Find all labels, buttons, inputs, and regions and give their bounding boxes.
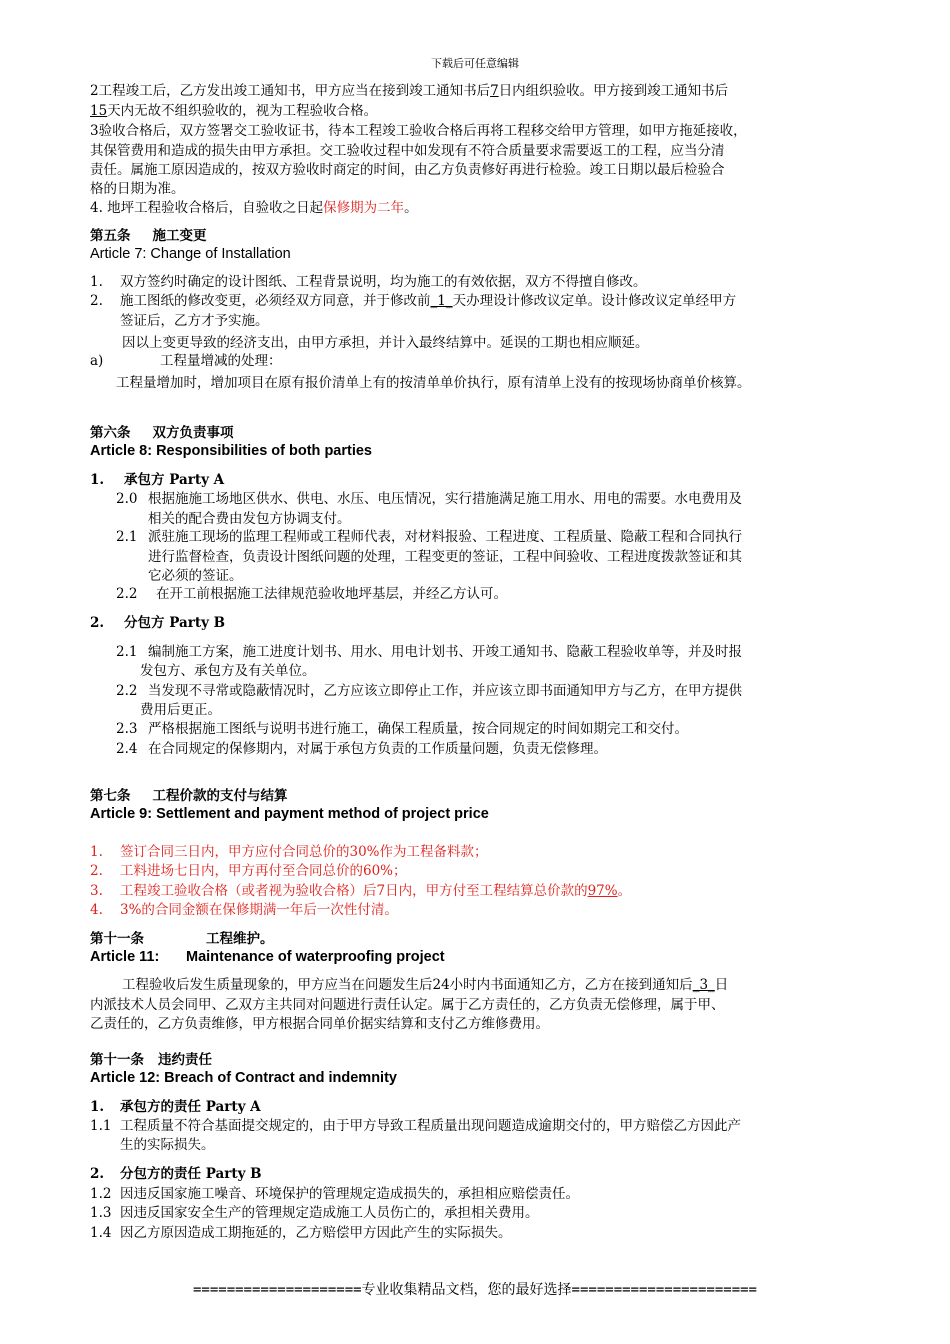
article-8-a-2-1-line-1: 2.1 派驻施工现场的监理工程师或工程师代表，对材料报验、工程进度、工程质量、隐蔽工程和合同执行 xyxy=(116,529,742,545)
article-12-cn-heading: 第十一条 违约责任 xyxy=(90,1052,212,1068)
paragraph-3-line-3: 责任。属施工原因造成的，按双方验收时商定的时间，由乙方负责修好再进行检验。竣工日期以最后检验合 xyxy=(90,162,725,178)
page-footer: ====================专业收集精品文档，您的最好选择====================== xyxy=(192,1282,757,1298)
article-11-line-3: 乙责任的，乙方负责维修，甲方根据合同单价据实结算和支付乙方维修费用。 xyxy=(90,1016,549,1032)
article-12-en-heading: Article 12: Breach of Contract and indemnity xyxy=(90,1070,397,1086)
article-7-cn-heading: 第五条 施工变更 xyxy=(90,228,207,244)
paragraph-3-line-2: 其保管费用和造成的损失由甲方承担。交工验收过程中如发现有不符合质量要求需要返工的工程，应当分清 xyxy=(90,143,725,159)
article-8-a-2-0-line-1: 2.0 根据施施工场地区供水、供电、水压、电压情况，实行措施满足施工用水、用电的需要。水电费用及 xyxy=(116,491,742,507)
article-8-party-a: 1. 承包方 Party A xyxy=(90,472,225,488)
article-7-item-2-line-1: 2. 施工图纸的修改变更，必须经双方同意，并于修改前_1_天办理设计修改议定单。设计修改议定单经甲方 xyxy=(90,293,737,309)
paragraph-3-line-4: 格的日期为准。 xyxy=(90,181,185,197)
article-7-item-1: 1. 双方签约时确定的设计图纸、工程背景说明，均为施工的有效依据，双方不得擅自修改。 xyxy=(90,274,647,290)
paragraph-2-line-1: 2工程竣工后，乙方发出竣工通知书，甲方应当在接到竣工通知书后7日内组织验收。甲方接到竣工通知书后 xyxy=(90,83,729,99)
article-12-b-1-4: 1.4 因乙方原因造成工期拖延的，乙方赔偿甲方因此产生的实际损失。 xyxy=(90,1225,512,1241)
article-8-a-2-2: 2.2 在开工前根据施工法律规范验收地坪基层，并经乙方认可。 xyxy=(116,586,507,602)
article-9-item-3: 3. 工程竣工验收合格（或者视为验收合格）后7日内，甲方付至工程结算总价款的97%。 xyxy=(90,883,632,899)
article-11-cn-heading: 第十一条 工程维护。 xyxy=(90,931,274,947)
article-8-b-2-2-line-2: 费用后更正。 xyxy=(140,702,221,718)
article-8-b-2-3: 2.3 严格根据施工图纸与说明书进行施工，确保工程质量，按合同规定的时间如期完工和交付。 xyxy=(116,721,688,737)
article-7-sub-a: a) 工程量增减的处理： xyxy=(90,353,282,369)
article-8-party-b: 2. 分包方 Party B xyxy=(90,615,226,631)
article-11-en-heading: Article 11: Maintenance of waterproofing project xyxy=(90,949,445,965)
article-9-cn-heading: 第七条 工程价款的支付与结算 xyxy=(90,788,288,804)
paragraph-2-line-2: 15天内无故不组织验收的，视为工程验收合格。 xyxy=(90,103,378,119)
article-8-b-2-2-line-1: 2.2 当发现不寻常或隐蔽情况时，乙方应该立即停止工作，并应该立即书面通知甲方与乙方，在甲方提供 xyxy=(116,683,742,699)
article-12-b-1-3: 1.3 因违反国家安全生产的管理规定造成施工人员伤亡的，承担相关费用。 xyxy=(90,1205,539,1221)
article-8-b-2-1-line-2: 发包方、承包方及有关单位。 xyxy=(140,663,316,679)
paragraph-4: 4. 地坪工程验收合格后，自验收之日起保修期为二年。 xyxy=(90,200,418,216)
article-12-party-a: 1. 承包方的责任 Party A xyxy=(90,1099,261,1115)
article-7-en-heading: Article 7: Change of Installation xyxy=(90,246,291,262)
article-9-item-2: 2. 工料进场七日内，甲方再付至合同总价的60%； xyxy=(90,863,407,879)
article-11-line-2: 内派技术人员会同甲、乙双方主共同对问题进行责任认定。属于乙方责任的，乙方负责无偿修理，属于甲、 xyxy=(90,997,725,1013)
article-12-b-1-2: 1.2 因违反国家施工噪音、环境保护的管理规定造成损失的，承担相应赔偿责任。 xyxy=(90,1186,579,1202)
page-header: 下载后可任意编辑 xyxy=(431,57,519,70)
article-8-b-2-4: 2.4 在合同规定的保修期内，对属于承包方负责的工作质量问题，负责无偿修理。 xyxy=(116,741,607,757)
article-12-party-b: 2. 分包方的责任 Party B xyxy=(90,1166,262,1182)
paragraph-3-line-1: 3验收合格后，双方签署交工验收证书，待本工程竣工验收合格后再将工程移交给甲方管理，如甲方拖延接收， xyxy=(90,123,747,139)
article-9-item-1: 1. 签订合同三日内，甲方应付合同总价的30%作为工程备料款； xyxy=(90,844,488,860)
article-8-en-heading: Article 8: Responsibilities of both parties xyxy=(90,443,372,459)
article-8-a-2-1-line-2: 进行监督检查，负责设计图纸问题的处理，工程变更的签证，工程中间验收、工程进度拨款签证和其 xyxy=(148,549,742,565)
article-8-a-2-0-line-2: 相关的配合费由发包方协调支付。 xyxy=(148,511,351,527)
article-8-cn-heading: 第六条 双方负责事项 xyxy=(90,425,234,441)
article-11-line-1: 工程验收后发生质量现象的，甲方应当在问题发生后24小时内书面通知乙方，乙方在接到通知后_3_日 xyxy=(122,977,729,993)
article-7-item-2-line-2: 签证后，乙方才予实施。 xyxy=(120,313,269,329)
article-8-a-2-1-line-3: 它必须的签证。 xyxy=(148,568,243,584)
article-12-a-1-1-line-2: 生的实际损失。 xyxy=(120,1137,215,1153)
article-8-b-2-1-line-1: 2.1 编制施工方案，施工进度计划书、用水、用电计划书、开竣工通知书、隐蔽工程验收单等，并及时报 xyxy=(116,644,742,660)
article-9-item-4: 4. 3%的合同金额在保修期满一年后一次性付清。 xyxy=(90,902,398,918)
article-12-a-1-1-line-1: 1.1 工程质量不符合基面提交规定的，由于甲方导致工程质量出现问题造成逾期交付的，甲方赔偿乙方因此产 xyxy=(90,1118,741,1134)
article-7-note: 因以上变更导致的经济支出，由甲方承担，并计入最终结算中。延误的工期也相应顺延。 xyxy=(122,335,649,351)
article-7-sub-a-text: 工程量增加时，增加项目在原有报价清单上有的按清单单价执行，原有清单上没有的按现场协商单价核算。 xyxy=(116,375,751,391)
article-9-en-heading: Article 9: Settlement and payment method of project price xyxy=(90,806,489,822)
